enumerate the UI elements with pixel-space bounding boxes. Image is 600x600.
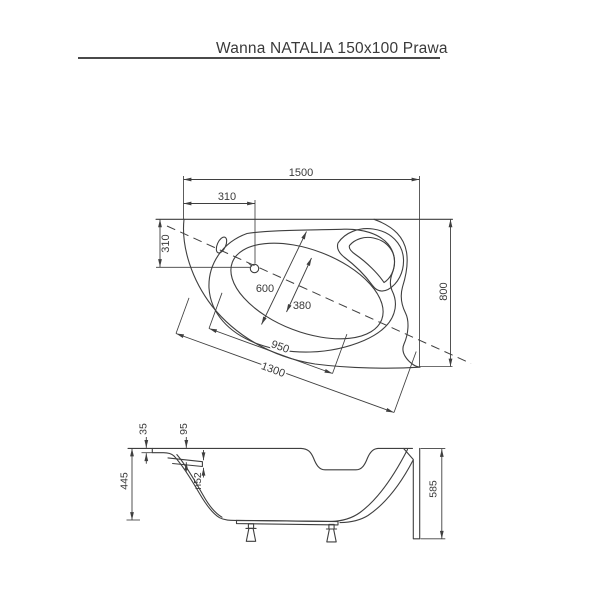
dim-label-950: 950: [269, 338, 291, 356]
dim-label-445: 445: [118, 472, 131, 490]
dim-drain-offset-vertical: [156, 219, 250, 267]
dim-label-310v: 310: [160, 234, 172, 253]
dim-well-length-top: [176, 298, 416, 413]
dim-label-585: 585: [427, 480, 440, 498]
dim-label-35: 35: [137, 423, 150, 435]
dim-label-1500: 1500: [288, 167, 314, 179]
left-wall-outer: [174, 456, 237, 520]
dim-label-380: 380: [292, 300, 312, 312]
seat-recess: [301, 448, 378, 469]
right-leg: [326, 524, 336, 542]
dim-label-800: 800: [438, 282, 450, 301]
dim-label-n52: n52: [192, 472, 204, 490]
dim-label-600: 600: [255, 283, 275, 295]
corner-dashed-line: [167, 226, 471, 364]
dim-shell-height: [119, 448, 141, 520]
top-view: [156, 167, 471, 413]
right-wall-outer: [331, 450, 408, 522]
left-leg: [246, 524, 256, 542]
side-view: [119, 423, 446, 542]
overflow-pipe: [168, 458, 202, 467]
dim-overflow-diameter: [192, 450, 204, 490]
dim-rim-lip-height: [138, 423, 153, 464]
dim-well-length-bottom: [209, 293, 347, 374]
dim-label-310h: 310: [217, 191, 237, 203]
dim-label-95: 95: [178, 423, 190, 435]
page-title: Wanna NATALIA 150x100 Prawa: [216, 40, 448, 57]
dim-label-1300: 1300: [259, 360, 287, 381]
left-rim-lip: [152, 448, 174, 456]
dim-overall-depth: [420, 219, 453, 366]
dim-overall-height: [421, 449, 446, 539]
